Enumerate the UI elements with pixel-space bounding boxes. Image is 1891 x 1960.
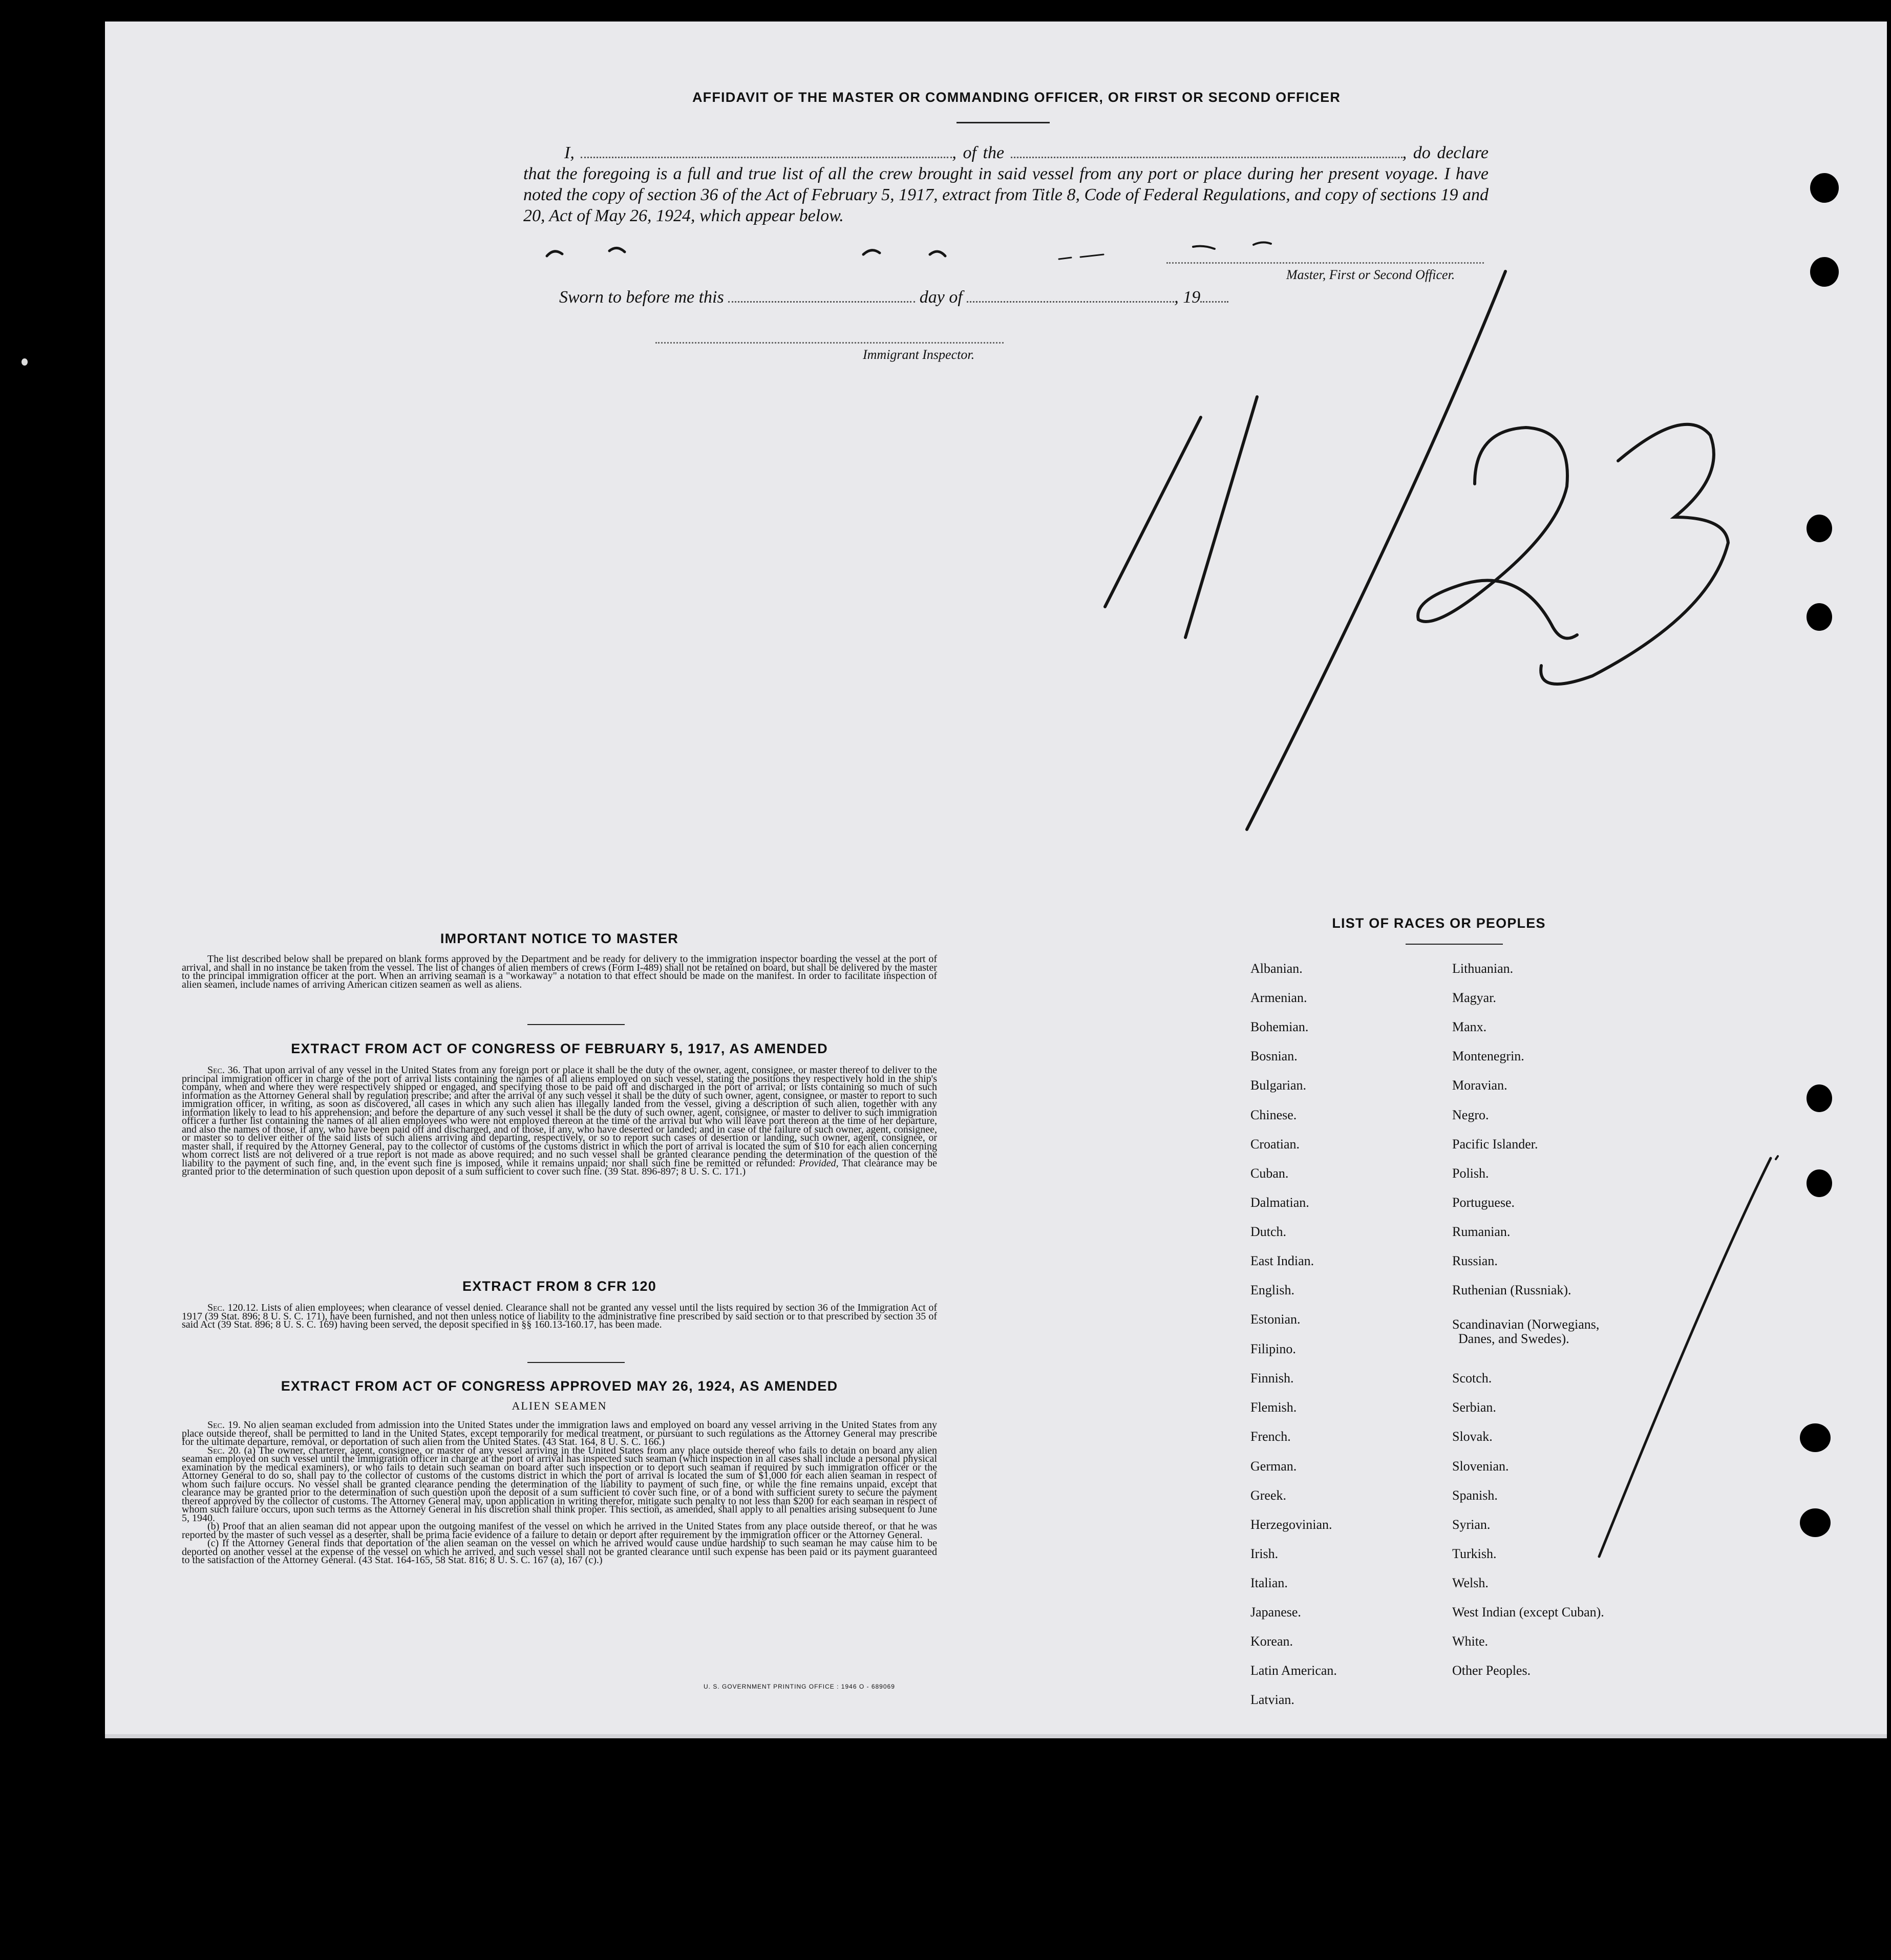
race-item: Danes, and Swedes). (1458, 1331, 1569, 1346)
race-item: English. (1250, 1283, 1294, 1297)
race-item: Albanian. (1250, 961, 1303, 976)
race-item: Herzegovinian. (1250, 1517, 1332, 1532)
day-of-text: day of (919, 288, 963, 307)
pen-mark-7 (1253, 242, 1271, 245)
pen-mark-slash (1599, 1158, 1771, 1557)
race-item: Filipino. (1250, 1341, 1296, 1356)
sec20b-text: (b) Proof that an alien seaman did not appear upon the outgoing manifest of the vessel on which he arrived in the United States from any place outside thereof, or that he was reported by the master of such vessel as a deserter, shall be prima facie evidence of a failure to detain or deport after requirement by the immigration officer or the Attorney General. (182, 1521, 937, 1541)
race-item: Scandinavian (Norwegians, (1452, 1317, 1600, 1332)
race-item: Japanese. (1250, 1605, 1301, 1620)
race-item: Italian. (1250, 1575, 1288, 1590)
affidavit-of-the: , of the (952, 143, 1005, 162)
race-item: Polish. (1452, 1166, 1489, 1181)
race-item: Bosnian. (1250, 1049, 1298, 1063)
affidavit-title: AFFIDAVIT OF THE MASTER OR COMMANDING OFFICER, OR FIRST OR SECOND OFFICER (692, 90, 1341, 105)
master-label: Master, First or Second Officer. (1286, 267, 1455, 282)
notice-title: IMPORTANT NOTICE TO MASTER (440, 931, 679, 946)
sec36-text: That upon arrival of any vessel in the United States from any foreign port or place it shall be the duty of the owner, agent, consignee, or master thereof to deliver to the principal immigration officer in charge of the port of arrival lists containing the names of all aliens employed on such vessel, stating the positions they respectively hold in the ship's company, when and where they were respectively shipped or engaged, and specifying those to be paid off and discharged in the port of arrival; or lists containing so much of such information as the Attorney General shall by regulation prescribe; and after the arrival of any such vessel it shall be the duty of such owner, agent, consignee, or master to report to such immigration officer, in writing, as soon as discovered, all cases in which any such alien has illegally landed from the vessel, giving a description of such alien, together with any information likely to lead to his apprehension; and before the departure of any such vessel it shall be the duty of such owner, agent, consignee, or master to deliver to such immigration officer a further list containing the names of all alien employees who were not employed thereon at the time of the arrival but who will leave port thereon at the time of her departure, and also the names of those, if any, who have been paid off and discharged, and of those, if any, who have deserted or landed; and in case of the failure of such owner, agent, consignee, or master so to deliver either of the said lists of such aliens arriving and departing, respectively, or so to report such cases of desertion or landing, such owner, agent, consignee, or master shall, if required by the Attorney General, pay to the collector of customs of the customs district in which the port of arrival is located the sum of $10 for each alien concerning whom correct lists are not delivered or a true report is not made as above required; and no such vessel shall be granted clearance pending the determination of the question of the liability to the payment of such fine, and, in the event such fine is imposed, while it remains unpaid; nor shall such fine be remitted or refunded: (182, 1064, 938, 1169)
race-item: Syrian. (1452, 1517, 1491, 1532)
pen-mark-dot (1776, 1156, 1778, 1159)
inspector-label: Immigrant Inspector. (863, 347, 975, 362)
race-item: Lithuanian. (1452, 961, 1514, 976)
race-item: Montenegrin. (1452, 1049, 1524, 1063)
race-item: Rumanian. (1452, 1224, 1511, 1239)
race-item: Manx. (1452, 1019, 1487, 1034)
race-item: Moravian. (1452, 1078, 1507, 1093)
sec20c-text: (c) If the Attorney General finds that deportation of the alien seaman on the vessel on which he arrived would cause undue hardship to such seaman he may cause him to be deported on another vessel at the expense of the vessel on which he arrived, and such vessel shall not be granted clearance until such expense has been paid or its payment guaranteed to the satisfaction of the Attorney General. (43 Stat. 164-165, 58 Stat. 816; 8 U. S. C. 167 (a), 167 (c).) (182, 1538, 937, 1566)
race-item: Latin American. (1250, 1663, 1337, 1678)
date-mark-second-1 (1185, 397, 1257, 637)
sec120-text: Lists of alien employees; when clearance of vessel denied. Clearance shall not be granted any vessel until the lists required by section 36 of the Immigration Act of 1917 (39 Stat. 896; 8 U. S. C. 171), have been furnished, and not then unless notice of liability to the administrative fine prescribed by said section or to that prescribed by section 35 of said Act (39 Stat. 896; 8 U. S. C. 169) having been served, the deposit specified in §§ 160.13-160.17, has been made. (182, 1302, 938, 1330)
affidavit-declare: , do declare (1402, 143, 1489, 162)
race-item: Ruthenian (Russniak). (1452, 1283, 1571, 1297)
race-item: Latvian. (1250, 1692, 1294, 1707)
race-item: Negro. (1452, 1107, 1489, 1122)
pen-mark-4 (930, 251, 945, 256)
date-mark-slash (1247, 271, 1505, 829)
race-item: Turkish. (1452, 1546, 1497, 1561)
alien-seamen-subtitle: ALIEN SEAMEN (512, 1399, 607, 1412)
sec20a-text: (a) The owner, charterer, agent, consignee, or master of any vessel arriving in the United States from any place outside thereof who fails to detain on board any alien seaman employed on such vessel until the immigration officer in charge at the port of arrival has inspected such seaman (which inspection in all cases shall include a personal physical examination by the medical examiners), or who fails to detain such seaman on board after such inspection or to deport such seaman if required by such immigration officer or the Attorney General to do so, shall pay to the collector of customs of the customs district in which the port of arrival is located the sum of $1,000 for each alien seaman in respect of whom such failure occurs. No vessel shall be granted clearance pending the determination of the liability to payment of such fine, or while the fine remains unpaid, except that clearance may be granted prior to the determination of such question upon the deposit of a sum sufficient to cover such fine, or of a bond with sufficient surety to secure the payment thereof approved by the collector of customs. The Attorney General may, upon application in writing therefor, mitigate such penalty to not less than $200 for each seaman in respect of whom such failure occurs, upon such terms as the Attorney General in his discretion shall think proper. This section, as amended, shall apply to all penalties arising subsequent to June 5, 1940. (182, 1444, 938, 1524)
race-item: Greek. (1250, 1488, 1287, 1503)
race-item: Cuban. (1250, 1166, 1289, 1181)
race-item: Estonian. (1250, 1312, 1301, 1327)
race-item: Magyar. (1452, 990, 1496, 1005)
sec120-label: Sec. 120.12. (207, 1302, 259, 1313)
race-item: White. (1452, 1634, 1489, 1649)
race-item: Slovak. (1452, 1429, 1493, 1444)
notice-body: The list described below shall be prepared on blank forms approved by the Department and be ready for delivery to the immigration inspector boarding the vessel at the port of arrival, and shall in no instance be taken from the vessel. The list of changes of alien members of crews (Form I-489) shall not be retained on board, but shall be delivered by the master to the principal immigration officer at the port. When an arriving seaman is a "workaway" a notation to that effect should be made on the manifest. In order to facilitate inspection of alien seamen, include names of arriving American citizen seamen as well as aliens. (182, 953, 937, 990)
affidavit-body: that the foregoing is a full and true list of all the crew brought in said vessel from any port or place during her present voyage. I have noted the copy of section 36 of the Act of February 5, 1917, extract from Title 8, Code of Federal Regulations, and copy of sections 19 and 20, Act of May 26, 1924, which appear below. (523, 164, 1489, 225)
race-item: Scotch. (1452, 1371, 1492, 1386)
race-item: Finnish. (1250, 1371, 1294, 1386)
date-mark-2 (1418, 428, 1577, 638)
race-item: East Indian. (1250, 1253, 1314, 1268)
sec20-label: Sec. 20. (207, 1444, 241, 1456)
pen-mark-3 (863, 250, 880, 254)
affidavit-i: I, (564, 143, 575, 162)
race-item: Serbian. (1452, 1400, 1496, 1415)
race-item: Spanish. (1452, 1488, 1498, 1503)
race-item: Slovenian. (1452, 1459, 1509, 1474)
extract-cfr-title: EXTRACT FROM 8 CFR 120 (462, 1279, 656, 1294)
year-prefix: , 19 (1174, 288, 1201, 307)
race-item: Bulgarian. (1250, 1078, 1307, 1093)
race-item: Welsh. (1452, 1575, 1489, 1590)
extract-1924-title: EXTRACT FROM ACT OF CONGRESS APPROVED MAY 26, 1924, AS AMENDED (281, 1378, 838, 1394)
race-item: German. (1250, 1459, 1297, 1474)
pen-mark-5 (1059, 254, 1103, 259)
race-item: Chinese. (1250, 1107, 1297, 1122)
race-item: Dutch. (1250, 1224, 1287, 1239)
race-item: West Indian (except Cuban). (1452, 1605, 1604, 1620)
race-item: Korean. (1250, 1634, 1293, 1649)
sec19-text: No alien seaman excluded from admission into the United States under the immigration laws and employed on board any vessel arriving in the United States from any place outside thereof, shall be permitted to land in the United States, except temporarily for medical treatment, or pursuant to such regulations as the Attorney General may prescribe for the ultimate departure, removal, or deportation of such alien from the United States. (43 Stat. 164, 8 U. S. C. 166.) (182, 1419, 938, 1447)
race-item: Croatian. (1250, 1137, 1300, 1152)
race-item: Dalmatian. (1250, 1195, 1309, 1210)
date-mark-3 (1541, 424, 1728, 684)
race-item: Irish. (1250, 1546, 1279, 1561)
sec36-label: Sec. 36. (207, 1064, 241, 1076)
gpo-imprint: U. S. GOVERNMENT PRINTING OFFICE : 1946 O - 689069 (704, 1683, 895, 1690)
date-mark-first-1 (1105, 417, 1201, 607)
race-item: Bohemian. (1250, 1019, 1309, 1034)
race-item: Armenian. (1250, 990, 1307, 1005)
pen-mark-1 (547, 251, 562, 256)
extract-1917-title: EXTRACT FROM ACT OF CONGRESS OF FEBRUARY 5, 1917, AS AMENDED (291, 1041, 828, 1056)
race-item: Flemish. (1250, 1400, 1297, 1415)
race-item: Portuguese. (1452, 1195, 1515, 1210)
sec19-label: Sec. 19. (207, 1419, 241, 1431)
proviso-label: Provided, (799, 1157, 839, 1169)
pen-mark-6 (1193, 246, 1215, 249)
race-item: French. (1250, 1429, 1291, 1444)
race-item: Russian. (1452, 1253, 1498, 1268)
race-item: Pacific Islander. (1452, 1137, 1538, 1152)
pen-mark-2 (609, 248, 625, 252)
sworn-text: Sworn to before me this (559, 288, 724, 307)
race-item: Other Peoples. (1452, 1663, 1531, 1678)
proviso-text: That clearance may be granted prior to the determination of such question upon deposit of a sum sufficient to cover such fine. (39 Stat. 896-897; 8 U. S. C. 171.) (182, 1157, 937, 1177)
races-title: LIST OF RACES OR PEOPLES (1332, 915, 1546, 931)
